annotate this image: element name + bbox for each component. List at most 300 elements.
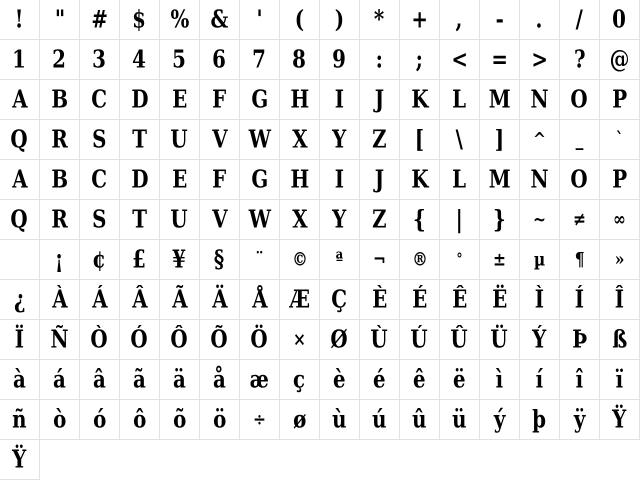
- glyph-cell[interactable]: [440, 280, 480, 320]
- glyph-character: 8: [292, 45, 307, 74]
- glyph-character: >: [531, 45, 548, 74]
- glyph-cell[interactable]: [160, 320, 200, 360]
- glyph-character: £: [132, 245, 147, 274]
- glyph-character: Þ: [572, 325, 587, 354]
- glyph-character: F: [212, 165, 227, 194]
- glyph-character: ÷: [253, 407, 266, 431]
- glyph-character: Ç: [331, 285, 348, 314]
- glyph-character: K: [410, 85, 429, 114]
- glyph-cell[interactable]: [80, 0, 120, 40]
- glyph-cell[interactable]: [400, 200, 440, 240]
- glyph-character: Ù: [370, 325, 389, 354]
- glyph-cell[interactable]: [200, 120, 240, 160]
- glyph-character: á: [53, 365, 66, 394]
- glyph-character: å: [213, 365, 226, 394]
- glyph-character: E: [171, 165, 188, 194]
- glyph-character: K: [410, 165, 429, 194]
- glyph-character: »: [614, 247, 625, 271]
- glyph-cell-blank: [400, 440, 440, 480]
- glyph-character: M: [488, 165, 511, 194]
- glyph-cell[interactable]: [480, 160, 520, 200]
- glyph-cell[interactable]: [360, 0, 400, 40]
- glyph-cell[interactable]: [40, 0, 80, 40]
- glyph-cell[interactable]: [160, 200, 200, 240]
- glyph-cell[interactable]: [280, 80, 320, 120]
- glyph-character: è: [333, 365, 346, 394]
- glyph-cell[interactable]: [0, 320, 40, 360]
- glyph-cell-blank: [280, 440, 320, 480]
- glyph-character: Q: [10, 125, 29, 154]
- glyph-cell[interactable]: [520, 360, 560, 400]
- glyph-cell-blank: [440, 440, 480, 480]
- glyph-cell[interactable]: [360, 160, 400, 200]
- glyph-cell[interactable]: [440, 360, 480, 400]
- glyph-cell[interactable]: [320, 160, 360, 200]
- glyph-cell[interactable]: [600, 320, 640, 360]
- glyph-cell[interactable]: [440, 0, 480, 40]
- glyph-cell-blank: [40, 440, 80, 480]
- glyph-character: W: [248, 125, 271, 154]
- glyph-cell[interactable]: [80, 40, 120, 80]
- glyph-character: U: [170, 125, 189, 154]
- glyph-cell-blank: [560, 440, 600, 480]
- glyph-cell[interactable]: [520, 320, 560, 360]
- glyph-cell-blank: [520, 440, 560, 480]
- glyph-cell[interactable]: [240, 240, 280, 280]
- glyph-character: *: [374, 5, 385, 34]
- glyph-cell[interactable]: [40, 120, 80, 160]
- glyph-cell[interactable]: [120, 360, 160, 400]
- glyph-cell[interactable]: [360, 80, 400, 120]
- glyph-cell[interactable]: [520, 40, 560, 80]
- glyph-cell[interactable]: [200, 40, 240, 80]
- glyph-cell[interactable]: [40, 160, 80, 200]
- glyph-cell[interactable]: [560, 120, 600, 160]
- glyph-character: È: [371, 285, 388, 314]
- glyph-character: ;: [415, 45, 424, 74]
- glyph-cell[interactable]: [400, 400, 440, 440]
- glyph-cell[interactable]: [120, 0, 160, 40]
- glyph-cell[interactable]: [280, 200, 320, 240]
- glyph-character: 1: [12, 45, 27, 74]
- glyph-cell[interactable]: [0, 40, 40, 80]
- glyph-cell[interactable]: [200, 320, 240, 360]
- glyph-character: S: [92, 205, 107, 234]
- glyph-character: Q: [10, 205, 29, 234]
- glyph-cell[interactable]: [600, 160, 640, 200]
- glyph-character: Ú: [410, 325, 429, 354]
- glyph-character: ?: [573, 45, 586, 74]
- glyph-cell[interactable]: [200, 200, 240, 240]
- glyph-character: .: [536, 5, 543, 34]
- glyph-cell[interactable]: [360, 320, 400, 360]
- glyph-cell[interactable]: [80, 240, 120, 280]
- glyph-cell-blank: [80, 440, 120, 480]
- glyph-cell[interactable]: [360, 200, 400, 240]
- glyph-cell[interactable]: [600, 240, 640, 280]
- glyph-cell-blank: [600, 440, 640, 480]
- glyph-cell[interactable]: [160, 80, 200, 120]
- glyph-cell[interactable]: [160, 280, 200, 320]
- glyph-character: ¡: [55, 245, 64, 274]
- glyph-character: Y: [332, 125, 347, 154]
- glyph-cell[interactable]: [480, 360, 520, 400]
- glyph-cell[interactable]: [560, 160, 600, 200]
- glyph-character: W: [248, 205, 271, 234]
- glyph-cell[interactable]: [440, 320, 480, 360]
- glyph-cell[interactable]: [200, 400, 240, 440]
- glyph-cell[interactable]: [80, 120, 120, 160]
- glyph-character: 6: [212, 45, 227, 74]
- glyph-cell[interactable]: [80, 160, 120, 200]
- glyph-cell[interactable]: [560, 200, 600, 240]
- glyph-character: %: [170, 5, 189, 34]
- glyph-cell[interactable]: [440, 400, 480, 440]
- glyph-cell[interactable]: [600, 280, 640, 320]
- glyph-cell[interactable]: [280, 400, 320, 440]
- glyph-cell[interactable]: [120, 160, 160, 200]
- glyph-cell[interactable]: [120, 40, 160, 80]
- glyph-cell[interactable]: [200, 0, 240, 40]
- glyph-character: A: [11, 165, 28, 194]
- glyph-character: ô: [132, 405, 147, 434]
- glyph-cell[interactable]: [400, 40, 440, 80]
- glyph-cell[interactable]: [120, 120, 160, 160]
- glyph-cell[interactable]: [560, 280, 600, 320]
- glyph-character: ü: [452, 405, 467, 434]
- glyph-cell[interactable]: [0, 280, 40, 320]
- glyph-cell[interactable]: [600, 40, 640, 80]
- glyph-cell[interactable]: [80, 280, 120, 320]
- glyph-cell[interactable]: [360, 400, 400, 440]
- glyph-cell[interactable]: [360, 360, 400, 400]
- glyph-character: ó: [92, 405, 107, 434]
- glyph-cell[interactable]: [40, 200, 80, 240]
- glyph-character: ã: [133, 365, 146, 394]
- glyph-character: I: [334, 85, 345, 114]
- glyph-character: ≠: [573, 207, 586, 231]
- glyph-character: =: [491, 45, 508, 74]
- glyph-cell[interactable]: [200, 160, 240, 200]
- glyph-character: ¿: [13, 285, 26, 314]
- glyph-character: B: [51, 85, 68, 114]
- glyph-character: 4: [132, 45, 147, 74]
- glyph-cell[interactable]: [320, 120, 360, 160]
- glyph-cell[interactable]: [560, 80, 600, 120]
- glyph-cell[interactable]: [120, 280, 160, 320]
- glyph-character: §: [214, 245, 225, 274]
- glyph-cell[interactable]: [0, 440, 40, 480]
- glyph-character: Z: [372, 205, 387, 234]
- glyph-character: ú: [372, 405, 387, 434]
- glyph-cell[interactable]: [520, 200, 560, 240]
- glyph-cell[interactable]: [0, 0, 40, 40]
- glyph-cell[interactable]: [560, 40, 600, 80]
- glyph-cell[interactable]: [320, 40, 360, 80]
- glyph-character: C: [91, 165, 108, 194]
- glyph-character: \: [455, 125, 464, 154]
- glyph-cell[interactable]: [40, 320, 80, 360]
- glyph-cell[interactable]: [440, 120, 480, 160]
- glyph-cell[interactable]: [240, 80, 280, 120]
- glyph-cell[interactable]: [400, 80, 440, 120]
- glyph-character: J: [374, 165, 385, 194]
- glyph-character: Y: [332, 205, 347, 234]
- glyph-character: @: [609, 45, 630, 74]
- glyph-cell[interactable]: [240, 0, 280, 40]
- glyph-cell[interactable]: [160, 40, 200, 80]
- glyph-character: þ: [532, 405, 547, 434]
- glyph-character: /: [575, 5, 584, 34]
- glyph-character: R: [51, 205, 68, 234]
- glyph-character: ¶: [574, 247, 585, 271]
- glyph-character: Ã: [171, 285, 188, 314]
- glyph-cell[interactable]: [400, 240, 440, 280]
- glyph-cell[interactable]: [0, 80, 40, 120]
- glyph-cell[interactable]: [400, 160, 440, 200]
- glyph-cell[interactable]: [280, 0, 320, 40]
- glyph-cell[interactable]: [320, 400, 360, 440]
- glyph-cell[interactable]: [520, 120, 560, 160]
- glyph-cell[interactable]: [600, 80, 640, 120]
- glyph-character: ñ: [12, 405, 27, 434]
- glyph-cell[interactable]: [520, 0, 560, 40]
- glyph-character: í: [535, 365, 544, 394]
- glyph-character: `: [615, 127, 624, 151]
- glyph-cell[interactable]: [240, 360, 280, 400]
- glyph-cell[interactable]: [480, 200, 520, 240]
- glyph-cell[interactable]: [120, 320, 160, 360]
- glyph-cell[interactable]: [480, 280, 520, 320]
- glyph-character: Ñ: [50, 325, 69, 354]
- glyph-cell[interactable]: [560, 320, 600, 360]
- glyph-character: D: [130, 165, 149, 194]
- glyph-character: ì: [495, 365, 504, 394]
- glyph-character: Ï: [14, 325, 25, 354]
- glyph-character: ¨: [255, 247, 264, 271]
- glyph-cell[interactable]: [400, 280, 440, 320]
- glyph-cell[interactable]: [120, 400, 160, 440]
- glyph-cell[interactable]: [40, 400, 80, 440]
- glyph-character: ±: [493, 247, 506, 271]
- glyph-cell[interactable]: [320, 320, 360, 360]
- glyph-cell[interactable]: [320, 200, 360, 240]
- glyph-cell[interactable]: [520, 400, 560, 440]
- glyph-cell[interactable]: [600, 200, 640, 240]
- glyph-character: I: [334, 165, 345, 194]
- glyph-cell[interactable]: [360, 280, 400, 320]
- glyph-cell[interactable]: [480, 400, 520, 440]
- glyph-cell[interactable]: [80, 400, 120, 440]
- glyph-cell[interactable]: [480, 80, 520, 120]
- glyph-cell[interactable]: [240, 200, 280, 240]
- glyph-character: ß: [611, 325, 628, 354]
- glyph-cell[interactable]: [480, 0, 520, 40]
- glyph-cell[interactable]: [280, 280, 320, 320]
- glyph-cell-blank: [160, 440, 200, 480]
- glyph-cell[interactable]: [320, 0, 360, 40]
- glyph-cell[interactable]: [40, 80, 80, 120]
- glyph-character: F: [212, 85, 227, 114]
- glyph-cell[interactable]: [0, 200, 40, 240]
- glyph-cell[interactable]: [360, 120, 400, 160]
- glyph-character: {: [413, 205, 426, 234]
- glyph-cell[interactable]: [520, 240, 560, 280]
- glyph-cell[interactable]: [320, 280, 360, 320]
- glyph-character: Ì: [534, 285, 545, 314]
- glyph-cell[interactable]: [160, 0, 200, 40]
- glyph-character: ÿ: [573, 405, 586, 434]
- glyph-cell[interactable]: [120, 200, 160, 240]
- glyph-character: Õ: [210, 325, 229, 354]
- glyph-character: L: [452, 85, 467, 114]
- glyph-cell[interactable]: [200, 360, 240, 400]
- glyph-cell[interactable]: [240, 320, 280, 360]
- glyph-character: Ê: [451, 285, 468, 314]
- glyph-character: ø: [292, 405, 307, 434]
- glyph-cell[interactable]: [520, 280, 560, 320]
- glyph-cell[interactable]: [600, 400, 640, 440]
- glyph-character: <: [451, 45, 468, 74]
- glyph-cell[interactable]: [600, 360, 640, 400]
- glyph-cell[interactable]: [600, 0, 640, 40]
- glyph-character: G: [251, 165, 268, 194]
- glyph-cell[interactable]: [200, 280, 240, 320]
- glyph-character: Ÿ: [612, 405, 627, 434]
- glyph-cell[interactable]: [560, 240, 600, 280]
- glyph-cell[interactable]: [440, 160, 480, 200]
- glyph-character: Í: [574, 285, 585, 314]
- glyph-character: °: [456, 251, 463, 268]
- glyph-cell[interactable]: [480, 240, 520, 280]
- glyph-character: Ë: [491, 285, 508, 314]
- glyph-character: ): [334, 5, 345, 34]
- glyph-character: V: [211, 125, 228, 154]
- glyph-cell[interactable]: [560, 360, 600, 400]
- glyph-cell[interactable]: [40, 360, 80, 400]
- glyph-cell[interactable]: [240, 120, 280, 160]
- glyph-character: S: [92, 125, 107, 154]
- glyph-character: ä: [173, 365, 186, 394]
- glyph-character: ö: [212, 405, 227, 434]
- glyph-character: B: [51, 165, 68, 194]
- glyph-cell[interactable]: [200, 80, 240, 120]
- glyph-cell[interactable]: [120, 80, 160, 120]
- glyph-cell[interactable]: [440, 240, 480, 280]
- glyph-character: 2: [52, 45, 67, 74]
- glyph-character: Ö: [250, 325, 269, 354]
- glyph-cell[interactable]: [40, 280, 80, 320]
- glyph-cell[interactable]: [240, 280, 280, 320]
- glyph-character: ®: [411, 247, 428, 271]
- glyph-cell[interactable]: [80, 320, 120, 360]
- glyph-cell[interactable]: [480, 320, 520, 360]
- glyph-cell[interactable]: [440, 80, 480, 120]
- glyph-cell[interactable]: [360, 40, 400, 80]
- glyph-cell[interactable]: [280, 120, 320, 160]
- glyph-cell[interactable]: [0, 120, 40, 160]
- glyph-cell[interactable]: [520, 160, 560, 200]
- glyph-character: Ó: [130, 325, 149, 354]
- glyph-character: C: [91, 85, 108, 114]
- glyph-cell[interactable]: [400, 320, 440, 360]
- glyph-cell[interactable]: [80, 80, 120, 120]
- glyph-cell[interactable]: [480, 40, 520, 80]
- glyph-cell[interactable]: [200, 240, 240, 280]
- glyph-cell[interactable]: [480, 120, 520, 160]
- glyph-cell[interactable]: [80, 360, 120, 400]
- glyph-cell[interactable]: [400, 120, 440, 160]
- glyph-character: O: [570, 85, 589, 114]
- glyph-cell[interactable]: [320, 240, 360, 280]
- glyph-cell[interactable]: [240, 160, 280, 200]
- glyph-cell[interactable]: [160, 120, 200, 160]
- glyph-cell[interactable]: [400, 360, 440, 400]
- glyph-character: V: [211, 205, 228, 234]
- glyph-cell[interactable]: [520, 80, 560, 120]
- glyph-character: Ò: [90, 325, 109, 354]
- glyph-character: &: [210, 5, 229, 34]
- glyph-cell-blank: [320, 440, 360, 480]
- glyph-cell[interactable]: [40, 40, 80, 80]
- glyph-character: î: [575, 365, 584, 394]
- glyph-cell[interactable]: [600, 120, 640, 160]
- glyph-cell[interactable]: [0, 400, 40, 440]
- glyph-character: H: [290, 165, 309, 194]
- glyph-cell[interactable]: [160, 360, 200, 400]
- glyph-cell[interactable]: [160, 240, 200, 280]
- glyph-cell[interactable]: [160, 400, 200, 440]
- glyph-cell[interactable]: [280, 360, 320, 400]
- glyph-cell[interactable]: [440, 200, 480, 240]
- glyph-cell[interactable]: [0, 240, 40, 280]
- glyph-character: ý: [493, 405, 506, 434]
- glyph-cell[interactable]: [280, 320, 320, 360]
- glyph-cell[interactable]: [280, 160, 320, 200]
- glyph-character: À: [51, 285, 68, 314]
- glyph-cell[interactable]: [0, 360, 40, 400]
- glyph-character: E: [171, 85, 188, 114]
- glyph-character: !: [15, 5, 24, 34]
- glyph-cell[interactable]: [240, 400, 280, 440]
- glyph-character: Ø: [330, 325, 349, 354]
- glyph-cell[interactable]: [120, 240, 160, 280]
- glyph-cell[interactable]: [440, 40, 480, 80]
- glyph-cell[interactable]: [160, 160, 200, 200]
- glyph-cell[interactable]: [280, 240, 320, 280]
- glyph-character: N: [530, 85, 549, 114]
- glyph-cell[interactable]: [360, 240, 400, 280]
- glyph-character: ×: [293, 327, 306, 351]
- glyph-cell-blank: [360, 440, 400, 480]
- glyph-cell[interactable]: [320, 360, 360, 400]
- glyph-cell[interactable]: [400, 0, 440, 40]
- glyph-cell[interactable]: [280, 40, 320, 80]
- glyph-cell[interactable]: [80, 200, 120, 240]
- glyph-character: L: [452, 165, 467, 194]
- glyph-cell[interactable]: [560, 400, 600, 440]
- glyph-character: ¢: [92, 245, 107, 274]
- glyph-character: G: [251, 85, 268, 114]
- glyph-character: ò: [52, 405, 67, 434]
- glyph-cell[interactable]: [560, 0, 600, 40]
- glyph-character: ¬: [373, 247, 386, 271]
- glyph-cell[interactable]: [40, 240, 80, 280]
- glyph-cell[interactable]: [0, 160, 40, 200]
- glyph-cell[interactable]: [240, 40, 280, 80]
- glyph-character: æ: [249, 365, 270, 394]
- glyph-cell[interactable]: [320, 80, 360, 120]
